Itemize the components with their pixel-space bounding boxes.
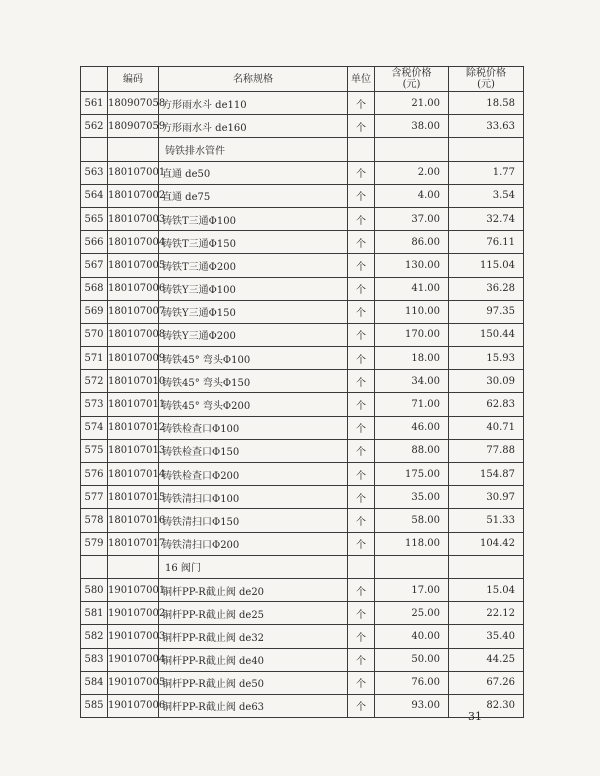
cell-name: 铜杆PP-R截止阀 de40 (159, 648, 348, 671)
table-body (81, 92, 524, 718)
cell-price-notax (449, 555, 524, 578)
table-row (81, 486, 524, 509)
cell-price-notax: 77.88 (449, 439, 524, 462)
cell-code (108, 138, 159, 161)
cell-unit: 个 (348, 671, 375, 694)
table-row (81, 463, 524, 486)
cell-index (81, 555, 108, 578)
cell-price-notax: 51.33 (449, 509, 524, 532)
table-row (81, 694, 524, 717)
cell-index: 563 (81, 161, 108, 184)
table-row (81, 323, 524, 346)
cell-price-tax: 34.00 (375, 370, 449, 393)
cell-name: 铜杆PP-R截止阀 de25 (159, 602, 348, 625)
cell-name: 铸铁检查口Φ200 (159, 463, 348, 486)
cell-index: 562 (81, 115, 108, 138)
cell-price-notax (449, 138, 524, 161)
cell-index: 584 (81, 671, 108, 694)
cell-unit: 个 (348, 602, 375, 625)
cell-index: 575 (81, 439, 108, 462)
cell-unit: 个 (348, 231, 375, 254)
cell-index: 570 (81, 323, 108, 346)
cell-code: 180107014 (108, 463, 159, 486)
cell-price-notax: 115.04 (449, 254, 524, 277)
cell-name: 铸铁检查口Φ150 (159, 439, 348, 462)
cell-unit: 个 (348, 347, 375, 370)
cell-code: 180107003 (108, 207, 159, 230)
cell-name: 铸铁45° 弯头Φ100 (159, 347, 348, 370)
cell-price-notax: 150.44 (449, 323, 524, 346)
table-row (81, 393, 524, 416)
cell-name: 直通 de75 (159, 184, 348, 207)
cell-code: 190107006 (108, 694, 159, 717)
cell-unit: 个 (348, 184, 375, 207)
cell-index: 571 (81, 347, 108, 370)
cell-price-tax: 18.00 (375, 347, 449, 370)
cell-code: 180107010 (108, 370, 159, 393)
cell-unit (348, 555, 375, 578)
cell-index: 568 (81, 277, 108, 300)
cell-name: 铸铁Y三通Φ150 (159, 300, 348, 323)
cell-price-notax: 22.12 (449, 602, 524, 625)
header-price-tax: 含税价格 (元) (375, 67, 449, 92)
cell-price-tax: 76.00 (375, 671, 449, 694)
cell-price-tax: 88.00 (375, 439, 449, 462)
cell-name: 铸铁T三通Φ200 (159, 254, 348, 277)
cell-code: 190107001 (108, 578, 159, 601)
cell-price-notax: 33.63 (449, 115, 524, 138)
cell-name: 铸铁清扫口Φ200 (159, 532, 348, 555)
cell-price-notax: 32.74 (449, 207, 524, 230)
cell-code: 180107009 (108, 347, 159, 370)
cell-price-tax: 4.00 (375, 184, 449, 207)
cell-name: 方形雨水斗 de110 (159, 92, 348, 115)
cell-index: 569 (81, 300, 108, 323)
cell-code: 180107017 (108, 532, 159, 555)
cell-price-tax: 40.00 (375, 625, 449, 648)
cell-code: 180107013 (108, 439, 159, 462)
cell-index: 577 (81, 486, 108, 509)
table-row (81, 370, 524, 393)
cell-price-tax: 37.00 (375, 207, 449, 230)
cell-index: 565 (81, 207, 108, 230)
cell-name: 铸铁45° 弯头Φ200 (159, 393, 348, 416)
cell-index: 567 (81, 254, 108, 277)
cell-price-tax: 35.00 (375, 486, 449, 509)
cell-code: 190107002 (108, 602, 159, 625)
cell-code: 190107005 (108, 671, 159, 694)
cell-price-notax: 30.09 (449, 370, 524, 393)
cell-price-tax: 93.00 (375, 694, 449, 717)
cell-price-tax: 46.00 (375, 416, 449, 439)
table-row (81, 625, 524, 648)
cell-price-tax (375, 138, 449, 161)
table-row (81, 439, 524, 462)
cell-index: 583 (81, 648, 108, 671)
header-price-notax: 除税价格 (元) (449, 67, 524, 92)
cell-index: 573 (81, 393, 108, 416)
header-unit: 单位 (348, 67, 375, 92)
table-row (81, 578, 524, 601)
table-row (81, 184, 524, 207)
cell-unit: 个 (348, 463, 375, 486)
header-index (81, 67, 108, 92)
cell-code (108, 555, 159, 578)
cell-index: 564 (81, 184, 108, 207)
cell-index: 582 (81, 625, 108, 648)
cell-price-tax: 25.00 (375, 602, 449, 625)
cell-price-tax: 130.00 (375, 254, 449, 277)
table-row (81, 300, 524, 323)
table-row (81, 509, 524, 532)
cell-code: 180107004 (108, 231, 159, 254)
cell-unit: 个 (348, 625, 375, 648)
cell-price-tax: 21.00 (375, 92, 449, 115)
cell-code: 180107005 (108, 254, 159, 277)
cell-price-notax: 44.25 (449, 648, 524, 671)
section-row (81, 555, 524, 578)
cell-price-tax: 38.00 (375, 115, 449, 138)
cell-code: 180107011 (108, 393, 159, 416)
table-row (81, 347, 524, 370)
cell-index: 578 (81, 509, 108, 532)
cell-name: 铸铁T三通Φ100 (159, 207, 348, 230)
cell-name: 直通 de50 (159, 161, 348, 184)
table-row (81, 161, 524, 184)
cell-index: 581 (81, 602, 108, 625)
cell-code: 180107002 (108, 184, 159, 207)
cell-unit: 个 (348, 323, 375, 346)
header-name: 名称规格 (159, 67, 348, 92)
cell-price-notax: 35.40 (449, 625, 524, 648)
cell-name: 铸铁清扫口Φ150 (159, 509, 348, 532)
table-row (81, 648, 524, 671)
cell-price-tax: 86.00 (375, 231, 449, 254)
cell-unit: 个 (348, 694, 375, 717)
header-code: 编码 (108, 67, 159, 92)
cell-code: 180107001 (108, 161, 159, 184)
cell-index (81, 138, 108, 161)
cell-name: 铸铁Y三通Φ200 (159, 323, 348, 346)
cell-price-notax: 15.04 (449, 578, 524, 601)
cell-price-notax: 18.58 (449, 92, 524, 115)
cell-price-notax: 76.11 (449, 231, 524, 254)
cell-code: 180107015 (108, 486, 159, 509)
cell-unit: 个 (348, 509, 375, 532)
cell-price-tax: 41.00 (375, 277, 449, 300)
cell-name: 铸铁45° 弯头Φ150 (159, 370, 348, 393)
section-row (81, 138, 524, 161)
cell-code: 190107004 (108, 648, 159, 671)
cell-name: 铸铁检查口Φ100 (159, 416, 348, 439)
table-row (81, 92, 524, 115)
cell-unit (348, 138, 375, 161)
table-row (81, 532, 524, 555)
cell-price-notax: 30.97 (449, 486, 524, 509)
cell-unit: 个 (348, 115, 375, 138)
cell-unit: 个 (348, 254, 375, 277)
cell-price-notax: 36.28 (449, 277, 524, 300)
cell-code: 180107007 (108, 300, 159, 323)
cell-price-tax: 175.00 (375, 463, 449, 486)
cell-unit: 个 (348, 532, 375, 555)
cell-code: 180107012 (108, 416, 159, 439)
table-row (81, 277, 524, 300)
cell-price-notax: 104.42 (449, 532, 524, 555)
cell-price-tax: 110.00 (375, 300, 449, 323)
cell-name: 铜杆PP-R截止阀 de50 (159, 671, 348, 694)
cell-unit: 个 (348, 393, 375, 416)
price-table (80, 66, 524, 718)
cell-price-notax: 40.71 (449, 416, 524, 439)
cell-unit: 个 (348, 277, 375, 300)
cell-price-tax: 17.00 (375, 578, 449, 601)
cell-index: 574 (81, 416, 108, 439)
cell-unit: 个 (348, 486, 375, 509)
cell-code: 180907059 (108, 115, 159, 138)
table-row (81, 231, 524, 254)
cell-name: 方形雨水斗 de160 (159, 115, 348, 138)
table-header-row (81, 67, 524, 92)
cell-unit: 个 (348, 370, 375, 393)
cell-unit: 个 (348, 439, 375, 462)
cell-code: 190107003 (108, 625, 159, 648)
cell-unit: 个 (348, 207, 375, 230)
cell-index: 561 (81, 92, 108, 115)
cell-code: 180107008 (108, 323, 159, 346)
cell-name: 铜杆PP-R截止阀 de32 (159, 625, 348, 648)
table-row (81, 602, 524, 625)
cell-unit: 个 (348, 300, 375, 323)
table-row (81, 416, 524, 439)
cell-code: 180107016 (108, 509, 159, 532)
cell-price-tax: 118.00 (375, 532, 449, 555)
cell-price-tax: 71.00 (375, 393, 449, 416)
cell-code: 180107006 (108, 277, 159, 300)
cell-price-notax: 3.54 (449, 184, 524, 207)
cell-price-notax: 67.26 (449, 671, 524, 694)
cell-price-tax: 50.00 (375, 648, 449, 671)
cell-price-tax: 2.00 (375, 161, 449, 184)
table-row (81, 671, 524, 694)
cell-index: 572 (81, 370, 108, 393)
cell-price-tax: 170.00 (375, 323, 449, 346)
cell-code: 180907058 (108, 92, 159, 115)
cell-name: 铜杆PP-R截止阀 de63 (159, 694, 348, 717)
cell-price-notax: 154.87 (449, 463, 524, 486)
cell-price-notax: 1.77 (449, 161, 524, 184)
cell-price-notax: 97.35 (449, 300, 524, 323)
cell-name: 铸铁T三通Φ150 (159, 231, 348, 254)
cell-name: 铸铁Y三通Φ100 (159, 277, 348, 300)
cell-name: 铜杆PP-R截止阀 de20 (159, 578, 348, 601)
cell-unit: 个 (348, 416, 375, 439)
section-title: 16 阀门 (159, 555, 348, 578)
cell-index: 585 (81, 694, 108, 717)
cell-unit: 个 (348, 92, 375, 115)
cell-price-notax: 62.83 (449, 393, 524, 416)
section-title: 铸铁排水管件 (159, 138, 348, 161)
page-number: 31 (468, 710, 482, 723)
cell-index: 566 (81, 231, 108, 254)
cell-index: 579 (81, 532, 108, 555)
cell-price-tax: 58.00 (375, 509, 449, 532)
cell-price-tax (375, 555, 449, 578)
cell-unit: 个 (348, 578, 375, 601)
cell-unit: 个 (348, 648, 375, 671)
table-row (81, 115, 524, 138)
cell-price-notax: 15.93 (449, 347, 524, 370)
cell-price-notax: 82.30 (449, 694, 524, 717)
cell-name: 铸铁清扫口Φ100 (159, 486, 348, 509)
cell-index: 576 (81, 463, 108, 486)
table-row (81, 254, 524, 277)
cell-unit: 个 (348, 161, 375, 184)
table-row (81, 207, 524, 230)
cell-index: 580 (81, 578, 108, 601)
